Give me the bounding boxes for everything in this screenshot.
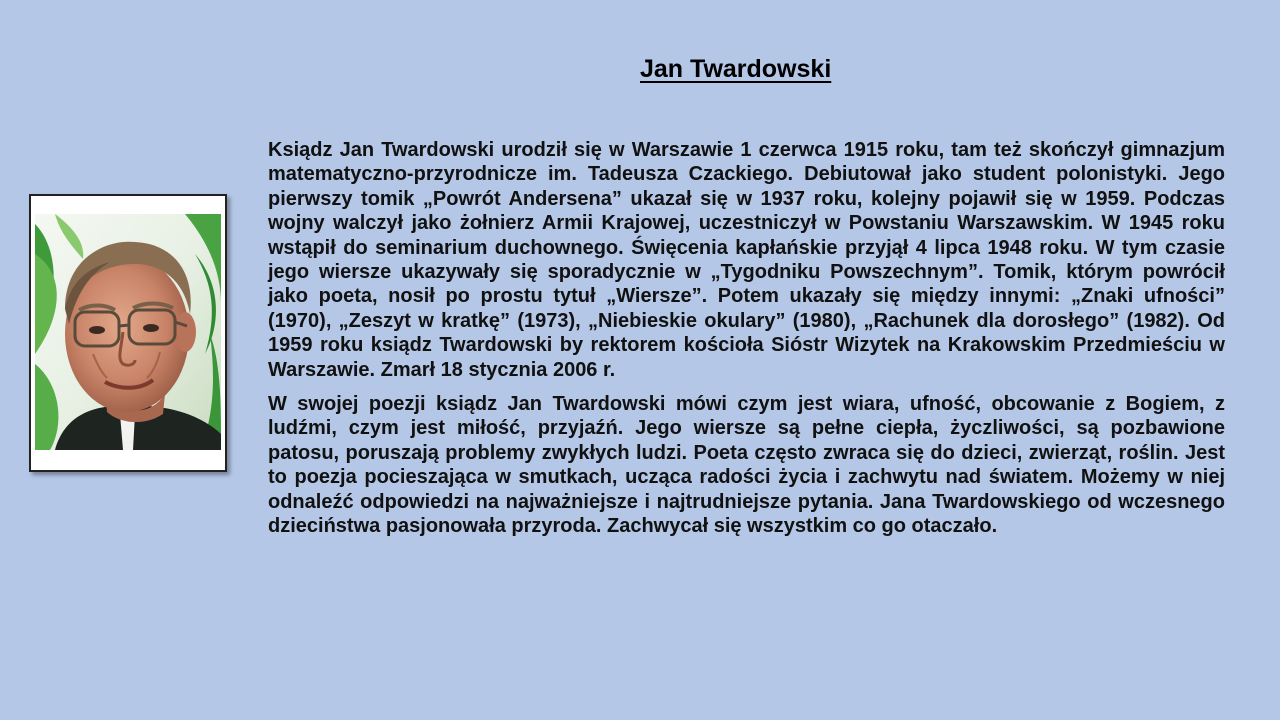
biography-paragraph-2: W swojej poezji ksiądz Jan Twardowski mówi czym jest wiara, ufność, obcowanie z Bogiem, z ludźmi, czym jest miłość, przyjaźń. Jego wiersze są pełne ciepła, życzliwości, są pozbawione patosu, poruszają problemy zwykłych ludzi. Poeta często zwraca się do dzieci, zwierząt, roślin. Jest to poezja pocieszająca w smutkach, ucząca radości życia i zachwytu nad światem. Możemy w niej odnaleźć odpowiedzi na najważniejsze i najtrudniejsze pytania. Jana Twardowskiego od wczesnego dzieciństwa pasjonowała przyroda. Zachwycał się wszystkim co go otaczało. <box>268 393 1225 538</box>
portrait-photo-frame <box>29 194 227 472</box>
biography-paragraph-1: Ksiądz Jan Twardowski urodził się w Warszawie 1 czerwca 1915 roku, tam też skończył gimnazjum matematyczno-przyrodnicze im. Tadeusza Czackiego. Debiutował jako student polonistyki. Jego pierwszy tomik „Powrót Andersena” ukazał się w 1937 roku, kolejny pojawił się w 1959. Podczas wojny walczył jako żołnierz Armii Krajowej, uczestniczył w Powstaniu Warszawskim. W 1945 roku wstąpił do seminarium duchownego. Święcenia kapłańskie przyjął 4 lipca 1948 roku. W tym czasie jego wiersze ukazywały się sporadycznie w „Tygodniku Powszechnym”. Tomik, którym powrócił jako poeta, nosił po prostu tytuł „Wiersze”. Potem ukazały się między innymi: „Znaki ufności” (1970), „Zeszyt w kratkę” (1973), „Niebieskie okulary” (1980), „Rachunek dla dorosłego” (1982). Od 1959 roku ksiądz Twardowski by rektorem kościoła Sióstr Wizytek na Krakowskim Przedmieściu w Warszawie. Zmarł 18 stycznia 2006 r. <box>268 139 1225 381</box>
portrait-photo <box>35 214 221 450</box>
slide-title: Jan Twardowski <box>640 55 832 83</box>
biography-text <box>268 138 1225 539</box>
